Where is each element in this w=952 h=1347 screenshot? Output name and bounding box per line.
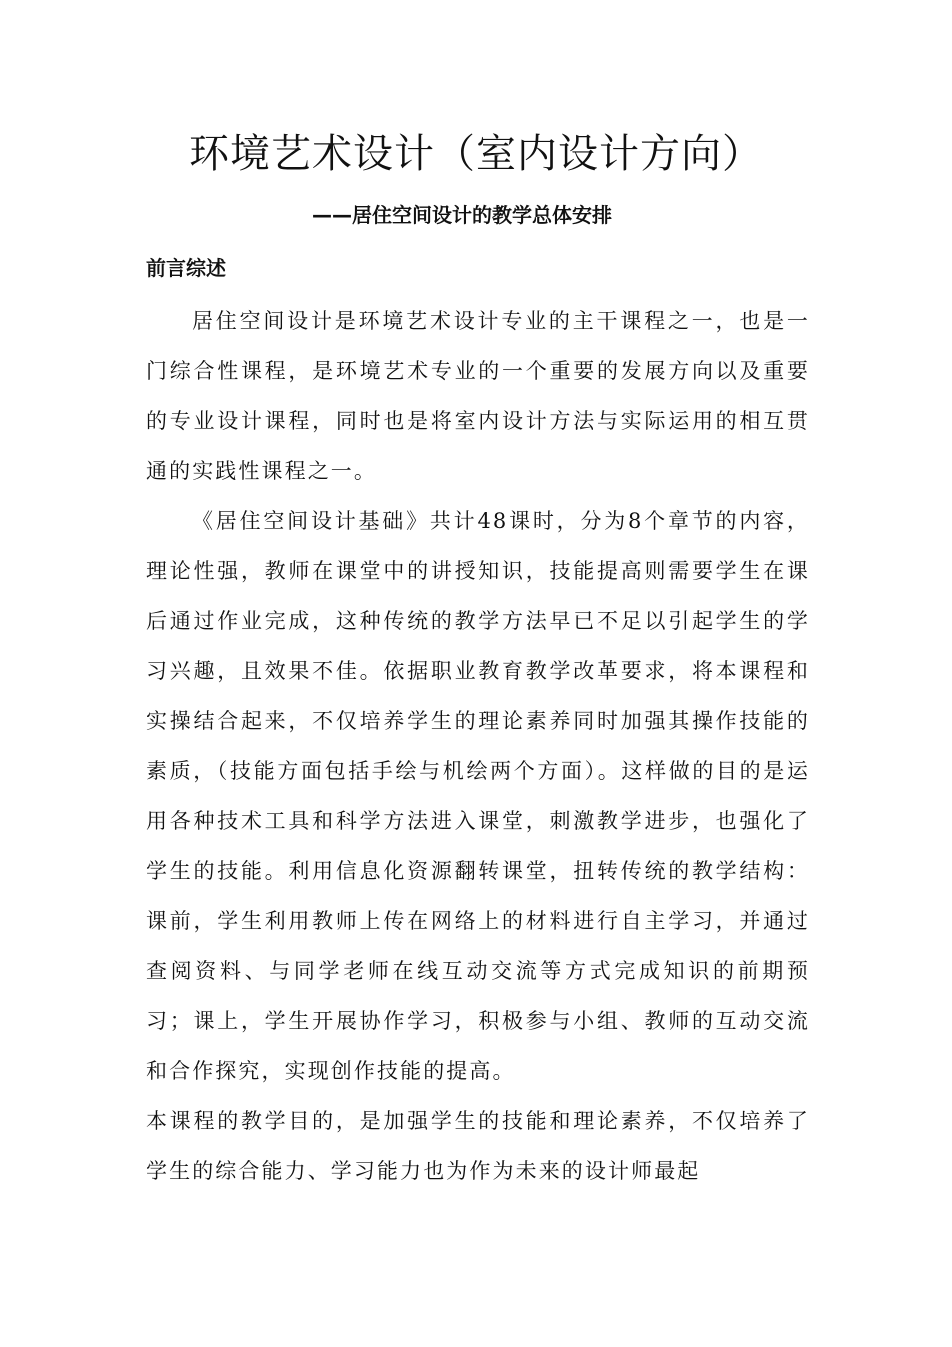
document-body bbox=[146, 296, 810, 1196]
section-heading: 前言综述 bbox=[146, 256, 226, 280]
paragraph-intro: 居住空间设计是环境艺术设计专业的主干课程之一，也是一门综合性课程，是环境艺术专业的一个重要的发展方向以及重要的专业设计课程，同时也是将室内设计方法与实际运用的相互贯通的实践性课程之一。 bbox=[146, 309, 810, 483]
document-subtitle: ——居住空间设计的教学总体安排 bbox=[312, 203, 612, 227]
document-title: 环境艺术设计（室内设计方向） bbox=[189, 131, 763, 177]
paragraph-course-overview: 《居住空间设计基础》共计48课时，分为8个章节的内容，理论性强，教师在课堂中的讲授知识，技能提高则需要学生在课后通过作业完成，这种传统的教学方法早已不足以引起学生的学习兴趣，且效果不佳。依据职业教育教学改革要求，将本课程和实操结合起来，不仅培养学生的理论素养同时加强其操作技能的素质，（技能方面包括手绘与机绘两个方面）。这样做的目的是运用各种技术工具和科学方法进入课堂，刺激教学进步，也强化了学生的技能。利用信息化资源翻转课堂，扭转传统的教学结构：课前，学生利用教师上传在网络上的材料进行自主学习，并通过查阅资料、与同学老师在线互动交流等方式完成知识的前期预习；课上，学生开展协作学习，积极参与小组、教师的互动交流和合作探究，实现创作技能的提高。 bbox=[146, 509, 810, 1083]
paragraph-teaching-goal: 本课程的教学目的，是加强学生的技能和理论素养，不仅培养了学生的综合能力、学习能力也为作为未来的设计师最起 bbox=[146, 1109, 810, 1183]
